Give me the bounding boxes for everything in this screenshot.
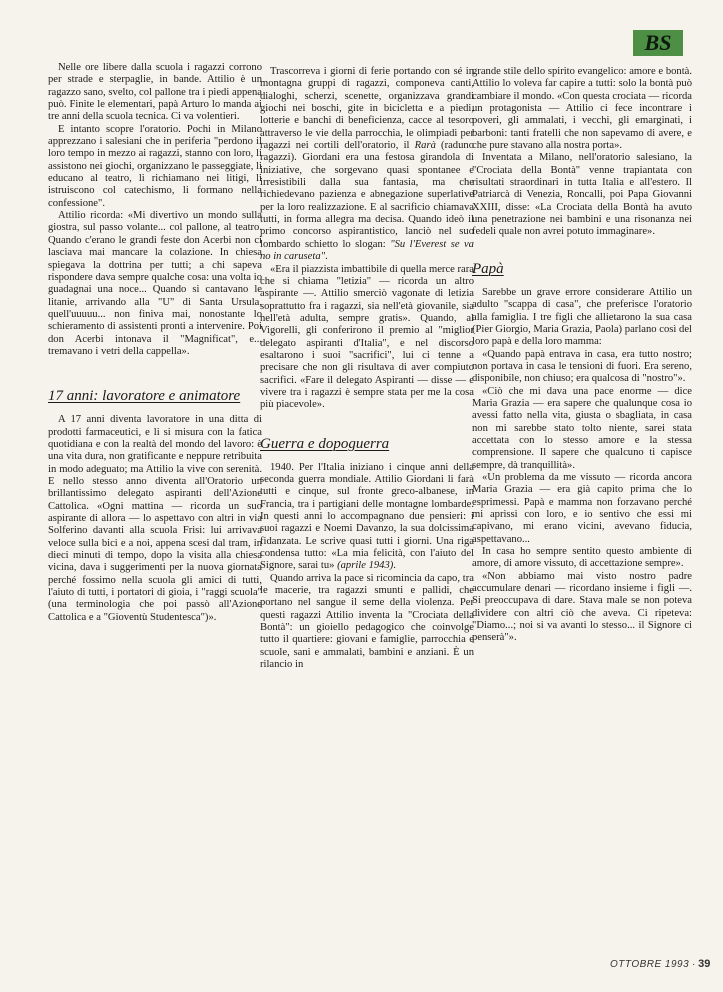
paragraph: «Un problema da me vissuto — ricorda ancora Maria Grazia — era già capito prima che lo esprimessi. Papà e mamma non forzavano perché mi aprissi con loro, e io sentivo che essi mi capivano, mi erano vicini, avevano fiducia, aspettavano... [472,471,692,545]
column-3 [472,66,692,645]
page-number: 39 [698,958,711,970]
paragraph: grande stile dello spirito evangelico: amore e bontà. Attilio lo voleva far capire a tutti: solo la bontà può cambiare il mondo. «Con questa crociata — ricorda un protagonista — Attilio ci fece incontrare i poveri, gli ammalati, i vecchi, gli emarginati, i barboni: tanti fratelli che non sapevamo di avere, e che pure stavano alla nostra porta». [472,66,692,152]
paragraph: Quando arriva la pace si ricomincia da capo, tra le macerie, tra ragazzi smunti e pallidi, che portano nel sangue il seme della violenza. Per questi ragazzi Attilio inventa la "Crociata della Bontà": un gioiello pedagogico che coinvolge tutto il quartiere: giovani e famiglie, parrocchia e scuole, sani e ammalati, bambini e anziani. È un rilancio in [260,572,474,671]
paragraph: E intanto scopre l'oratorio. Pochi in Milano apprezzano i salesiani che in periferia "perdono il loro tempo in mezzo ai ragazzi, stanno con loro, li assistono nei giochi, organizzano le passeggiate, li educano al teatro, li richiamano nei litigi, li istruiscono col catechismo, li formano nella confessione". [48,123,262,209]
paragraph: «Non abbiamo mai visto nostro padre accumulare denari — ricordano insieme i figli —. Si preoccupava di dare. Stava male se non poteva dividere con altri ciò che aveva. Ci ripeteva: "Diamo...; noi si va avanti lo stesso... il Signore ci penserà"». [472,570,692,644]
paragraph: «Ciò che mi dava una pace enorme — dice Maria Grazia — era sapere che qualunque cosa io avessi fatto nella vita, giusta o sbagliata, in casa non mi sarebbe stato tolto niente, sarei stata accettata con lo stesso amore e la stessa comprensione. Il sapere che qualcuno ti capisce sempre, dà tranquillità». [472,385,692,471]
page-footer [610,958,710,970]
column-2 [260,66,474,671]
paragraph: Nelle ore libere dalla scuola i ragazzi corrono per strade e sterpaglie, in bande. Attilio è un ragazzo sano, svelto, col pallone tra i piedi appena può. Finite le elementari, papà Arturo lo manda ai tre anni della scuola tecnica. Ci va volentieri. [48,62,262,123]
paragraph: Inventata a Milano, nell'oratorio salesiano, la "Crociata della Bontà" venne trapiantata con risultati straordinari in tutta Italia e all'estero. Il Patriarcà di Venezia, Roncalli, poi Papa Giovanni XXIII, disse: «La Crociata della Bontà ha avuto una penetrazione nei bambini e una risonanza nei fedeli quale non avrei potuto immaginare». [472,152,692,238]
section-heading-papa: Papà [472,260,504,277]
paragraph: 1940. Per l'Italia iniziano i cinque anni della seconda guerra mondiale. Attilio Giordani li farà tutti e cinque, sul fronte greco-albanese, in Francia, tra i partigiani delle montagne lombarde. In questi anni lo accompagnano due pensieri: i suoi ragazzi e Noemi Davanzo, la sua dolcissima fidanzata. Le scrive quasi tutti i giorni. Una riga condensa tutto: «La mia felicità, con l'aiuto del Signore, sarai tu» (aprile 1943). [260,461,474,572]
paragraph: Sarebbe un grave errore considerare Attilio un adulto "scappa di casa", che preferisce l'oratorio alla famiglia. I tre figli che allietarono la sua casa (Pier Giorgio, Maria Grazia, Paola) parlano così del loro papà e della loro mamma: [472,286,692,348]
paragraph: Attilio ricorda: «Mi divertivo un mondo sulla giostra, sul passo volante... col pallone, al teatro. Quando c'erano le grandi feste don Acerbi non ci lasciava mai mancare la colazione. In chiesa spiegava la dottrina per tutti; a chi sapeva rispondere dava sempre qualche cosa: una volta io guadagnai una noce... Quando si cantavano le litanie, arrivando alla "U" di Santa Ursula, quell'uuuuu... non finiva mai, nonostante lo schieramento di assistenti pronti a intervenire. Poi don Acerbi intonava il "Magnificat", e... tremavano i vetri della cappella». [48,210,262,357]
paragraph: A 17 anni diventa lavoratore in una ditta di prodotti farmaceutici, e li si misura con la fatica quotidiana e con la realtà del mondo del lavoro: è una vita dura, non gratificante e neppure retribuita in modo adeguato; ma Attilio la vive con serenità. E nello stesso anno diventa all'Oratorio un brillantissimo delegato aspiranti dell'Azione Cattolica. «Ogni mattina — ricorda un suo aspirante di allora — lo aspettavo con altri in via Solferino davanti alla scuola Frisi: lui arrivava veloce sulla bici e a noi, appena scesi dal tram, in dieci minuti di tempo, dopo la visita alla chiesa vicina, dava i suggerimenti per la nuova giornata perché fossimo nella scuola gli amici di tutti, l'aiuto di tutti, i portatori di gioia, i "raggi scuola" (una terminologia che poi passò all'Azione Cattolica e a "Gioventù Studentesca")». [48,414,262,623]
column-1 [48,62,262,624]
section-heading-lavoratore: 17 anni: lavoratore e animatore [48,388,241,405]
separator: · [689,959,699,970]
paragraph: In casa ho sempre sentito questo ambiente di amore, di amore vissuto, di accettazione sempre». [472,546,692,570]
issue-date: OTTOBRE 1993 [610,959,690,970]
paragraph: «Era il piazzista imbattibile di quella merce rara che si chiama "letizia" — ricorda un altro aspirante —. Attilio smerciò vagonate di letizia soprattutto fra i ragazzi, sia nell'età giovanile, sia nell'età adulta, sempre gratis». Quando, al Vigorelli, gli conferirono il premio al "miglior delegato aspiranti d'Italia", e nel discorso esaltarono i suoi "sacrifici", lui ci tenne a precisare che non gli risultava di aver compiuto sacrifici. «Fare il delegato Aspiranti — disse — e vivere tra i ragazzi è sempre stata per me la cosa più piacevole». [260,263,474,411]
paragraph: Trascorreva i giorni di ferie portando con sé in montagna gruppi di ragazzi, componeva canti, dialoghi, scherzi, scenette, organizzava grandi giochi nei boschi, gite in bicicletta e a piedi, lotterie e banchi di beneficienza, cacce al tesoro attraverso le vie della parrocchia, le olimpiadi per ragazzi nei cortili dell'oratorio, il Rarà (raduno ragazzi). Giordani era una festosa girandola di iniziative, che sorgevano quasi spontanee e irresistibili dalla sua fantasia, ma che richiedevano pazienza e abnegazione superlative per la loro realizzazione. E al sacrificio chiamava tutti, in forma allegra ma decisa. Quando ideò il primo concorso aspirantistico, lanciò nel suo lombardo schietto lo slogan: "Su l'Everest se va no in caruseta". [260,66,474,263]
section-badge: BS [633,30,683,56]
section-heading-guerra: Guerra e dopoguerra [260,435,390,452]
paragraph: «Quando papà entrava in casa, era tutto nostro; non portava in casa le tensioni di fuori. Era sereno, disponibile, non chiuso; era qualcosa di "nostro"». [472,348,692,385]
